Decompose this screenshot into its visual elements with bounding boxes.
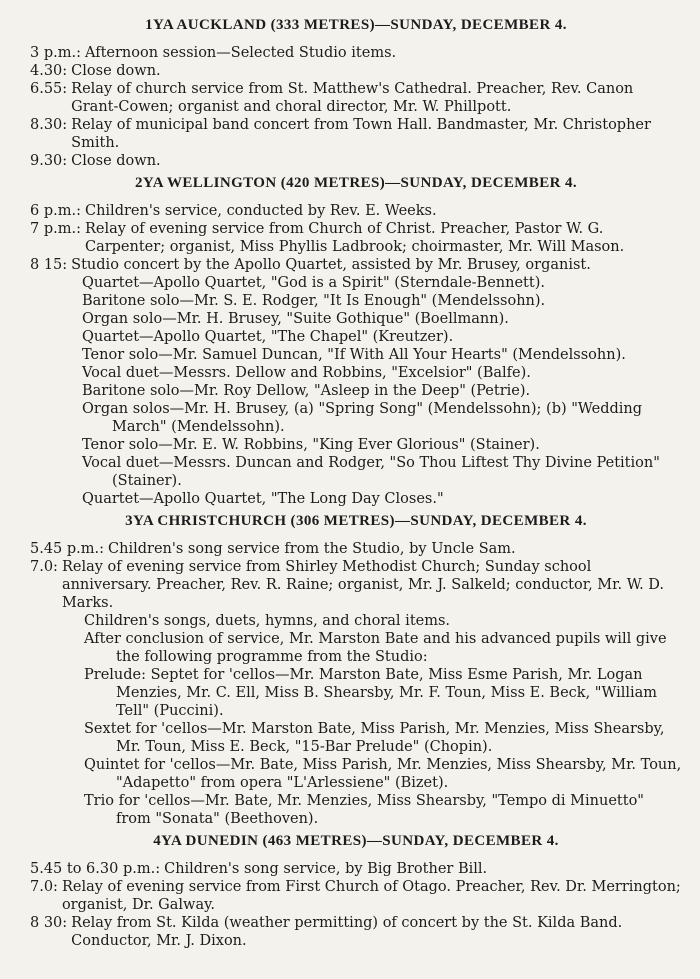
section-heading: 1YA AUCKLAND (333 METRES)—SUNDAY, DECEMBER 4. xyxy=(145,17,567,33)
entry-time: 3 p.m.: xyxy=(30,45,81,61)
programme-item: Organ solo—Mr. H. Brusey, "Suite Gothique" (Boellmann). xyxy=(82,311,509,327)
entry-time: 6 p.m.: xyxy=(30,203,81,219)
programme-item: Tenor solo—Mr. E. W. Robbins, "King Ever Glorious" (Stainer). xyxy=(82,437,540,453)
programme-entry xyxy=(30,62,682,80)
programme-entry xyxy=(30,860,682,878)
section-1ya-auckland xyxy=(30,14,682,170)
section-3ya-christchurch xyxy=(30,510,682,828)
programme-entry xyxy=(30,878,682,914)
programme-entry xyxy=(30,202,682,220)
programme-entry xyxy=(30,558,682,612)
entry-text: Relay from St. Kilda (weather permitting) of concert by the St. Kilda Band. Conductor, Mr. J. Dixon. xyxy=(71,915,623,949)
programme-item: Baritone solo—Mr. S. E. Rodger, "It Is Enough" (Mendelssohn). xyxy=(82,293,546,309)
entry-text: Relay of church service from St. Matthew's Cathedral. Preacher, Rev. Canon Grant-Cowen; organist and choral director, Mr. W. Phillpott. xyxy=(71,81,634,115)
entry-time: 7.0: xyxy=(30,559,58,575)
programme-item: Trio for 'cellos—Mr. Bate, Mr. Menzies, Miss Shearsby, "Tempo di Minuetto" from "Sonata" (Beethoven). xyxy=(84,793,644,827)
programme-entry xyxy=(30,152,682,170)
programme-entry xyxy=(30,116,682,152)
programme-item: Sextet for 'cellos—Mr. Marston Bate, Miss Parish, Mr. Menzies, Miss Shearsby, Mr. Toun, Miss E. Beck, "15-Bar Prelude" (Chopin). xyxy=(84,721,665,755)
entry-time: 5.45 p.m.: xyxy=(30,541,105,557)
programme-item: Baritone solo—Mr. Roy Dellow, "Asleep in the Deep" (Petrie). xyxy=(82,383,531,399)
entry-text: Relay of evening service from Shirley Methodist Church; Sunday school anniversary. Preacher, Rev. R. Raine; organist, Mr. J. Salkeld; conductor, Mr. W. D. Marks. xyxy=(61,559,665,611)
section-2ya-wellington xyxy=(30,172,682,508)
programme-item: After conclusion of service, Mr. Marston Bate and his advanced pupils will give the following programme from the Studio: xyxy=(84,631,667,665)
entry-text: Studio concert by the Apollo Quartet, assisted by Mr. Brusey, organist. xyxy=(71,257,591,273)
entry-text: Children's song service, by Big Brother Bill. xyxy=(164,861,488,877)
entry-text: Afternoon session—Selected Studio items. xyxy=(84,45,397,61)
programme-entry xyxy=(30,914,682,950)
entry-text: Relay of evening service from First Church of Otago. Preacher, Rev. Dr. Merrington; organist, Dr. Galway. xyxy=(61,879,681,913)
programme-entry xyxy=(30,540,682,558)
entry-time: 8 30: xyxy=(30,915,68,931)
programme-item: Tenor solo—Mr. Samuel Duncan, "If With All Your Hearts" (Mendelssohn). xyxy=(82,347,626,363)
entry-time: 8.30: xyxy=(30,117,68,133)
entry-time: 7 p.m.: xyxy=(30,221,81,237)
programme-entry xyxy=(30,220,682,256)
entry-text: Children's song service from the Studio, by Uncle Sam. xyxy=(108,541,516,557)
programme-item: Quartet—Apollo Quartet, "God is a Spirit" (Sterndale-Bennett). xyxy=(82,275,545,291)
programme-entry xyxy=(30,80,682,116)
entry-time: 9.30: xyxy=(30,153,68,169)
programme-item: Quartet—Apollo Quartet, "The Long Day Closes." xyxy=(82,491,444,507)
entry-time: 7.0: xyxy=(30,879,58,895)
programme-item: Vocal duet—Messrs. Duncan and Rodger, "So Thou Liftest Thy Divine Petition" (Stainer). xyxy=(82,455,660,489)
entry-text: Relay of municipal band concert from Town Hall. Bandmaster, Mr. Christopher Smith. xyxy=(71,117,651,151)
entry-text: Close down. xyxy=(71,63,161,79)
entry-time: 5.45 to 6.30 p.m.: xyxy=(30,861,161,877)
entry-time: 4.30: xyxy=(30,63,68,79)
entry-text: Close down. xyxy=(71,153,161,169)
entry-time: 8 15: xyxy=(30,257,68,273)
programme-item: Organ solos—Mr. H. Brusey, (a) "Spring Song" (Mendelssohn); (b) "Wedding March" (Mendelssohn). xyxy=(82,401,643,435)
section-heading: 4YA DUNEDIN (463 METRES)—SUNDAY, DECEMBER 4. xyxy=(153,833,559,849)
programme-item: Quartet—Apollo Quartet, "The Chapel" (Kreutzer). xyxy=(82,329,454,345)
programme-item: Children's songs, duets, hymns, and choral items. xyxy=(84,613,451,629)
section-heading: 2YA WELLINGTON (420 METRES)—SUNDAY, DECEMBER 4. xyxy=(134,175,578,191)
programme-entry xyxy=(30,44,682,62)
programme-item: Quintet for 'cellos—Mr. Bate, Miss Parish, Mr. Menzies, Miss Shearsby, Mr. Toun, "Adapetto" from opera "L'Arlessiene" (Bizet). xyxy=(84,757,682,791)
entry-text: Relay of evening service from Church of Christ. Preacher, Pastor W. G. Carpenter; organist, Miss Phyllis Ladbrook; choirmaster, Mr. Will Mason. xyxy=(84,221,625,255)
section-4ya-dunedin xyxy=(30,830,682,950)
programme-item: Vocal duet—Messrs. Dellow and Robbins, "Excelsior" (Balfe). xyxy=(82,365,531,381)
programme-item: Prelude: Septet for 'cellos—Mr. Marston Bate, Miss Esme Parish, Mr. Logan Menzies, Mr. C. Ell, Miss B. Shearsby, Mr. F. Toun, Miss E. Beck, "William Tell" (Puccini). xyxy=(84,667,658,719)
entry-text: Children's service, conducted by Rev. E. Weeks. xyxy=(84,203,437,219)
programme-entry xyxy=(30,256,682,274)
section-heading: 3YA CHRISTCHURCH (306 METRES)—SUNDAY, DECEMBER 4. xyxy=(125,513,587,529)
entry-time: 6.55: xyxy=(30,81,68,97)
